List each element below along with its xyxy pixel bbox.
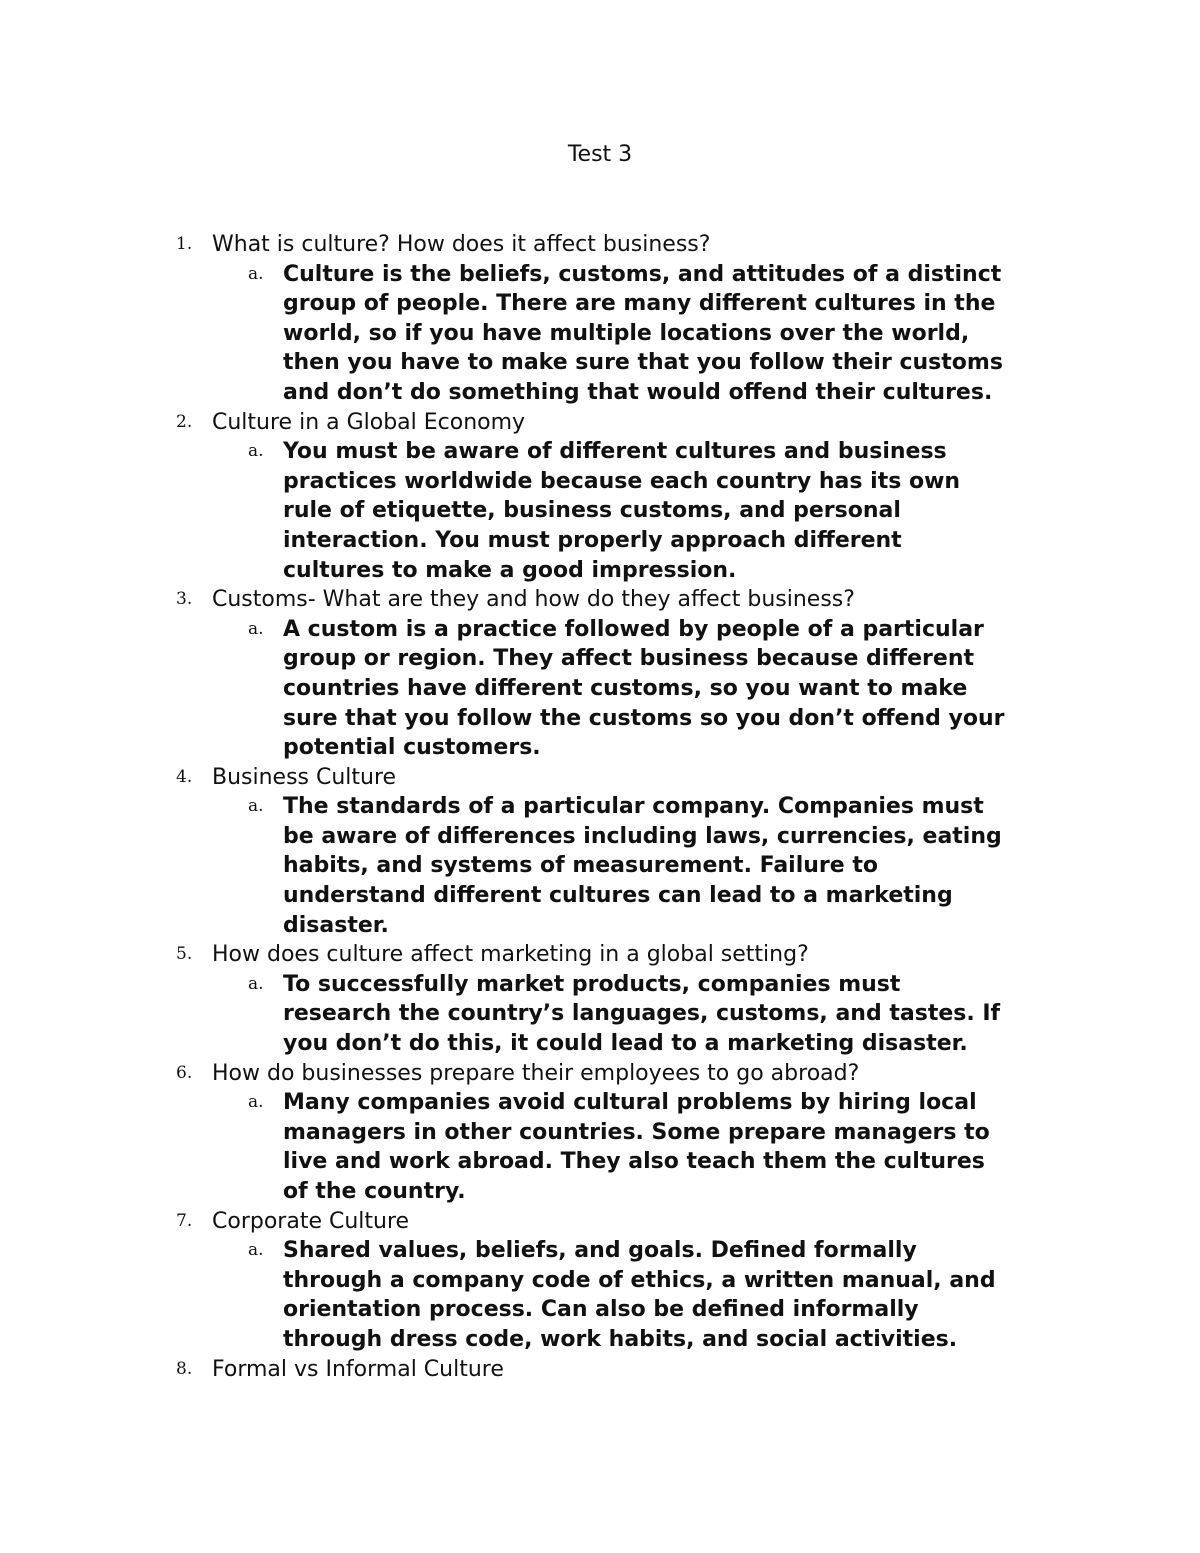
question-item	[0, 408, 1200, 586]
answer-row	[0, 1236, 1200, 1354]
answer-line: rule of etiquette, business customs, and personal	[283, 498, 901, 524]
answer-line: orientation process. Can also be defined informally	[283, 1297, 919, 1323]
answer-line: understand different cultures can lead to a marketing	[283, 883, 953, 909]
document-title: Test 3	[567, 142, 633, 167]
answer-line: Shared values, beliefs, and goals. Defined formally	[283, 1238, 917, 1264]
question-number: 6.	[176, 1062, 193, 1083]
answer-letter: a.	[248, 263, 264, 284]
question-item	[0, 763, 1200, 941]
answer-line: you don’t do this, it could lead to a marketing disaster.	[283, 1031, 968, 1057]
answer-line: group or region. They affect business because different	[283, 646, 975, 672]
answer-line: through a company code of ethics, a written manual, and	[283, 1267, 996, 1293]
question-item	[0, 230, 1200, 408]
question-text: Culture in a Global Economy	[212, 409, 526, 435]
question-row	[0, 763, 1200, 793]
question-item	[0, 585, 1200, 763]
answer-letter: a.	[248, 618, 264, 639]
question-item	[0, 1059, 1200, 1207]
answer-line: through dress code, work habits, and social activities.	[283, 1326, 958, 1352]
answer-line: research the country’s languages, customs, and tastes. If	[283, 1001, 1001, 1027]
question-row	[0, 1355, 1200, 1385]
answer-line: and don’t do something that would offend their cultures.	[283, 379, 993, 405]
question-row	[0, 408, 1200, 438]
answer-line: To successfully market products, companies must	[283, 971, 901, 997]
answer-line: cultures to make a good impression.	[283, 557, 737, 583]
question-number: 4.	[176, 766, 193, 787]
question-row	[0, 230, 1200, 260]
question-number: 5.	[176, 944, 193, 965]
answer-row	[0, 792, 1200, 940]
answer-line: countries have different customs, so you want to make	[283, 675, 968, 701]
question-text: What is culture? How does it affect business?	[212, 232, 711, 257]
answer-row	[0, 260, 1200, 408]
answer-line: world, so if you have multiple locations over the world,	[283, 320, 970, 346]
question-text: How do businesses prepare their employees to go abroad?	[212, 1060, 860, 1086]
question-text: Customs- What are they and how do they affect business?	[212, 587, 855, 613]
answer-line: Culture is the beliefs, customs, and attitudes of a distinct	[283, 261, 1002, 287]
answer-line: sure that you follow the customs so you don’t offend your	[283, 705, 1005, 731]
answer-text	[283, 1088, 1073, 1206]
answer-line: potential customers.	[283, 735, 541, 761]
answer-line: disaster.	[283, 912, 389, 938]
answer-row	[0, 615, 1200, 763]
question-number: 8.	[176, 1358, 193, 1379]
question-text: Business Culture	[212, 764, 397, 790]
question-item	[0, 940, 1200, 1058]
answer-line: be aware of differences including laws, currencies, eating	[283, 823, 1002, 849]
question-row	[0, 940, 1200, 970]
question-number: 3.	[176, 589, 193, 610]
question-text: How does culture affect marketing in a global setting?	[212, 942, 809, 968]
question-item	[0, 1355, 1200, 1385]
answer-text	[283, 260, 1073, 408]
answer-line: then you have to make sure that you follow their customs	[283, 350, 1003, 376]
answer-text	[283, 792, 1073, 940]
answer-line: Many companies avoid cultural problems by hiring local	[283, 1090, 977, 1116]
answer-line: A custom is a practice followed by people of a particular	[283, 616, 984, 642]
answer-letter: a.	[248, 1092, 264, 1113]
answer-line: practices worldwide because each country has its own	[283, 468, 961, 494]
answer-line: You must be aware of different cultures and business	[283, 439, 947, 465]
answer-line: of the country.	[283, 1179, 466, 1204]
question-number: 7.	[176, 1210, 193, 1231]
answer-letter: a.	[248, 1240, 264, 1261]
question-row	[0, 585, 1200, 615]
question-text: Corporate Culture	[212, 1208, 410, 1234]
answer-text	[283, 970, 1073, 1059]
question-item	[0, 1207, 1200, 1355]
question-row	[0, 1059, 1200, 1089]
answer-row	[0, 437, 1200, 585]
answer-line: managers in other countries. Some prepare managers to	[283, 1119, 990, 1145]
question-number: 1.	[176, 234, 193, 254]
answer-row	[0, 1088, 1200, 1206]
answer-text	[283, 615, 1073, 763]
answer-text	[283, 1236, 1073, 1354]
answer-text	[283, 437, 1073, 585]
answer-letter: a.	[248, 796, 264, 817]
answer-line: group of people. There are many different cultures in the	[283, 291, 996, 317]
question-number: 2.	[176, 411, 193, 432]
answer-line: interaction. You must properly approach different	[283, 527, 902, 553]
answer-letter: a.	[248, 973, 264, 994]
answer-line: habits, and systems of measurement. Failure to	[283, 853, 878, 879]
answer-letter: a.	[248, 441, 264, 462]
answer-line: The standards of a particular company. Companies must	[283, 794, 984, 820]
question-list	[0, 230, 1200, 1384]
question-text: Formal vs Informal Culture	[212, 1356, 504, 1382]
answer-line: live and work abroad. They also teach them the cultures	[283, 1149, 985, 1175]
question-row	[0, 1207, 1200, 1237]
answer-row	[0, 970, 1200, 1059]
